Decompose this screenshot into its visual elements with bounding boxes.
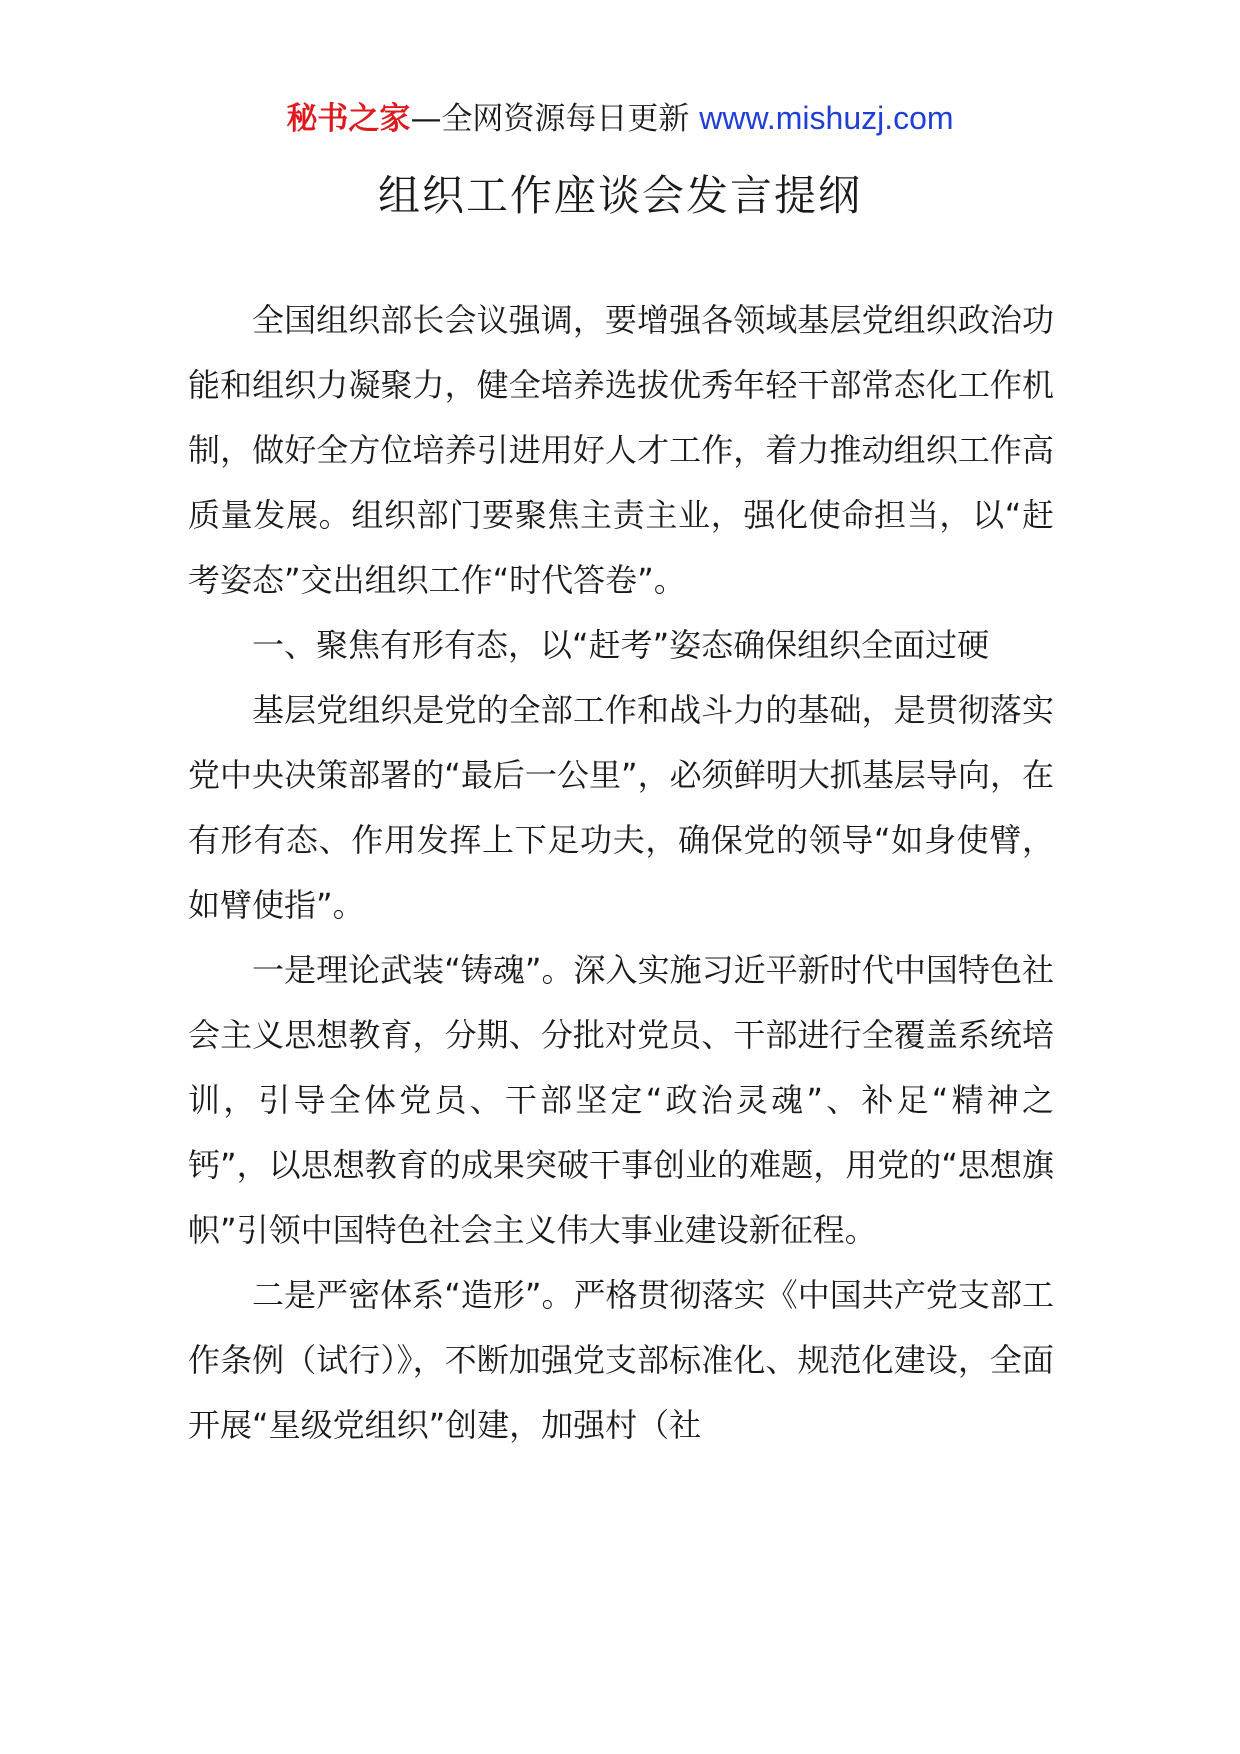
header-tagline: —全网资源每日更新 [410,101,700,137]
paragraph-intro: 全国组织部长会议强调，要增强各领域基层党组织政治功能和组织力凝聚力，健全培养选拔优秀年轻干部常态化工作机制，做好全方位培养引进用好人才工作，着力推动组织工作高质量发展。组织部门要聚焦主责主业，强化使命担当，以“赶考姿态”交出组织工作“时代答卷”。 [188,301,1054,599]
paragraph-point-1: 一是理论武装“铸魂”。深入实施习近平新时代中国特色社会主义思想教育，分期、分批对党员、干部进行全覆盖系统培训，引导全体党员、干部坚定“政治灵魂”、补足“精神之钙”，以思想教育的成果突破干事创业的难题，用党的“思想旗帜”引领中国特色社会主义伟大事业建设新征程。 [188,951,1054,1249]
brand-name: 秘书之家 [286,101,411,137]
paragraph-section-1-intro: 基层党组织是党的全部工作和战斗力的基础，是贯彻落实党中央决策部署的“最后一公里”，必须鲜明大抓基层导向，在有形有态、作用发挥上下足功夫，确保党的领导“如身使臂，如臂使指”。 [188,691,1054,924]
site-url[interactable]: www.mishuzj.com [699,100,954,136]
document-body [188,288,1054,1458]
watermark-header [0,96,1240,141]
section-heading-1: 一、聚焦有形有态，以“赶考”姿态确保组织全面过硬 [252,626,990,664]
document-title: 组织工作座谈会发言提纲 [377,171,862,220]
paragraph-point-2: 二是严密体系“造形”。严格贯彻落实《中国共产党支部工作条例（试行）》，不断加强党支部标准化、规范化建设，全面开展“星级党组织”创建，加强村（社 [188,1276,1054,1444]
